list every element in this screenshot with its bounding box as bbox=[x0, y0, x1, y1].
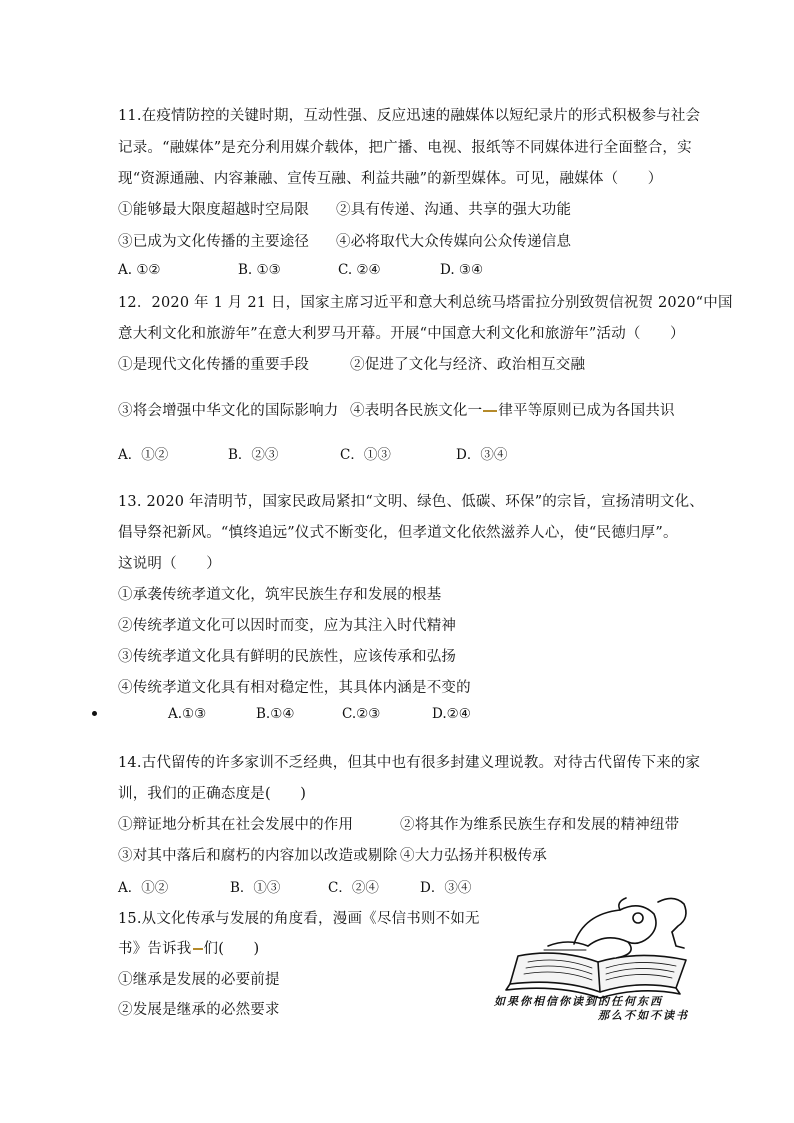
q15-statement-2: ②发展是继承的必然要求 bbox=[118, 1002, 280, 1018]
q12-statement-4-part-1: ④表明各民族文化一 bbox=[350, 403, 483, 419]
q11-stem-line-3: 现“资源通融、内容兼融、宣传互融、利益共融”的新型媒体。可见，融媒体（ ） bbox=[118, 171, 663, 187]
q11-statement-2: ②具有传递、沟通、共享的强大功能 bbox=[336, 202, 572, 218]
q13-option-c[interactable]: C.②③ bbox=[342, 706, 381, 722]
q13-stem-line-2: 倡导祭祀新风。“慎终追远”仪式不断变化，但孝道文化依然滋养人心，使“民德归厚”。 bbox=[118, 525, 678, 541]
q12-stem-line-1: 12．2020 年 1 月 21 日，国家主席习近平和意大利总统马塔雷拉分别致贺信祝贺 2020“中国 bbox=[118, 295, 733, 311]
q13-option-b[interactable]: B.①④ bbox=[256, 706, 295, 722]
q15-stem-line-1: 15.从文化传承与发展的角度看，漫画《尽信书则不如无 bbox=[118, 911, 480, 927]
q11-option-d[interactable]: D. ③④ bbox=[440, 262, 484, 278]
q13-statement-4: ④传统孝道文化具有相对稳定性，其具体内涵是不变的 bbox=[118, 680, 471, 696]
q12-statement-4-part-2: 律平等原则已成为各国共识 bbox=[498, 403, 675, 419]
cartoon-caption-line-2: 那么不如不读书 bbox=[598, 1009, 689, 1022]
q15-stem-line-2 bbox=[118, 937, 259, 958]
q11-statement-3: ③已成为文化传播的主要途径 bbox=[118, 234, 310, 250]
q13-statement-2: ②传统孝道文化可以因时而变，应为其注入时代精神 bbox=[118, 618, 457, 634]
dash-mark bbox=[193, 948, 203, 950]
q12-option-b[interactable]: B．②③ bbox=[228, 447, 279, 463]
q15-stem-line-2-part-2: 们( ) bbox=[203, 941, 260, 957]
q13-stem-line-3: 这说明（ ） bbox=[118, 556, 221, 572]
q12-stem-line-2: 意大利文化和旅游年”在意大利罗马开幕。开展“中国意大利文化和旅游年”活动（ ） bbox=[118, 326, 685, 342]
dash-mark bbox=[483, 410, 497, 412]
q15-stem-line-2-part-1: 书》告诉我 bbox=[118, 941, 192, 957]
q14-option-b[interactable]: B．①③ bbox=[230, 880, 281, 896]
q12-statement-4 bbox=[350, 399, 675, 420]
q11-statement-1: ①能够最大限度超越时空局限 bbox=[118, 202, 310, 218]
q12-statement-2: ②促进了文化与经济、政治相互交融 bbox=[350, 357, 586, 373]
q11-stem-line-1: 11.在疫情防控的关键时期，互动性强、反应迅速的融媒体以短纪录片的形式积极参与社会 bbox=[118, 108, 701, 124]
q13-option-a[interactable]: A.①③ bbox=[168, 706, 207, 722]
q14-stem-line-1: 14.古代留传的许多家训不乏经典，但其中也有很多封建义理说教。对待古代留传下来的家 bbox=[118, 755, 701, 771]
q12-statement-3: ③将会增强中华文化的国际影响力 bbox=[118, 403, 339, 419]
q11-option-c[interactable]: C. ②④ bbox=[338, 262, 381, 278]
q11-option-b[interactable]: B. ①③ bbox=[238, 262, 281, 278]
q13-statement-3: ③传统孝道文化具有鲜明的民族性，应该传承和弘扬 bbox=[118, 649, 457, 665]
cartoon-caption-line-1: 如果你相信你读到的任何东西 bbox=[494, 995, 663, 1008]
q14-option-d[interactable]: D．③④ bbox=[420, 880, 472, 896]
q13-option-d[interactable]: D.②④ bbox=[432, 706, 471, 722]
q11-statement-4: ④必将取代大众传媒向公众传递信息 bbox=[336, 234, 572, 250]
q14-statement-4: ④大力弘扬并积极传承 bbox=[400, 848, 547, 864]
q14-option-a[interactable]: A．①② bbox=[118, 880, 169, 896]
q14-option-c[interactable]: C．②④ bbox=[328, 880, 379, 896]
q12-statement-1: ①是现代文化传播的重要手段 bbox=[118, 357, 310, 373]
q14-statement-2: ②将其作为维系民族生存和发展的精神纽带 bbox=[400, 817, 680, 833]
q12-option-c[interactable]: C．①③ bbox=[340, 447, 391, 463]
q12-option-d[interactable]: D．③④ bbox=[456, 447, 508, 463]
q14-stem-line-2: 训，我们的正确态度是( ) bbox=[118, 786, 307, 802]
q11-option-a[interactable]: A. ①② bbox=[118, 262, 161, 278]
q14-statement-1: ①辩证地分析其在社会发展中的作用 bbox=[118, 817, 354, 833]
q12-option-a[interactable]: A．①② bbox=[118, 447, 169, 463]
q13-stem-line-1: 13. 2020 年清明节，国家民政局紧扣“文明、绿色、低碳、环保”的宗旨，宣扬清明文化、 bbox=[118, 494, 705, 510]
list-bullet bbox=[92, 711, 97, 716]
q11-stem-line-2: 记录。“融媒体”是充分利用媒介载体，把广播、电视、报纸等不同媒体进行全面整合，实 bbox=[118, 140, 692, 156]
q14-statement-3: ③对其中落后和腐朽的内容加以改造或剔除 bbox=[118, 848, 398, 864]
q15-statement-1: ①继承是发展的必要前提 bbox=[118, 972, 280, 988]
q13-statement-1: ①承袭传统孝道文化，筑牢民族生存和发展的根基 bbox=[118, 587, 442, 603]
